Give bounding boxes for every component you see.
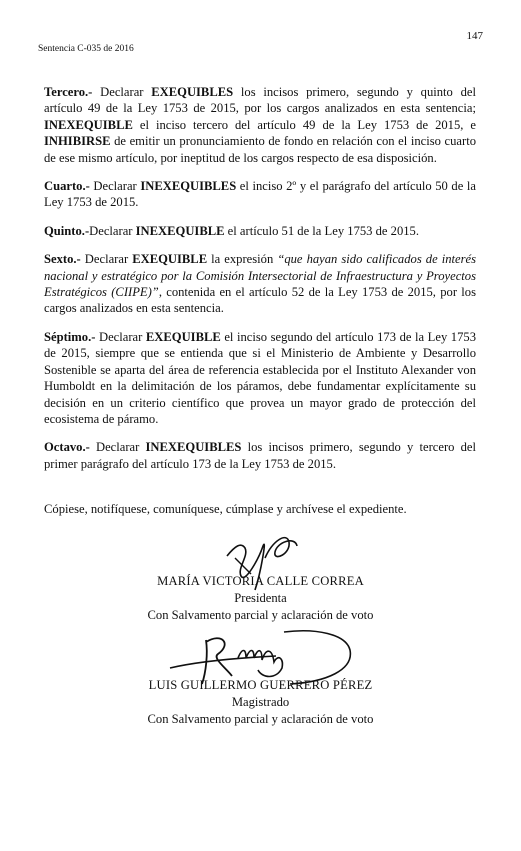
paragraph-text: Declarar [80,252,133,267]
paragraph-text: Declarar [89,179,141,194]
paragraph-text: Declarar [89,440,146,455]
paragraph-lead: Sexto.- [44,252,81,267]
signatory-role: Presidenta [234,591,287,605]
resolutive-section [44,84,476,484]
running-head: Sentencia C-035 de 2016 [38,44,134,54]
signatory-note: Con Salvamento parcial y aclaración de voto [147,608,374,622]
paragraph-tercero [44,84,476,166]
paragraph-quinto [44,223,476,239]
signatory-name: MARÍA VICTORIA CALLE CORREA [157,574,364,588]
paragraph-text: Declarar [92,85,152,99]
paragraph-text: de emitir un pronunciamiento de fondo en relación con el inciso cuarto de ese mismo artículo, por ineptitud de los cargos respecto de esa disposición. [44,134,476,165]
signatory-note: Con Salvamento parcial y aclaración de voto [147,712,374,726]
paragraph-text: la expresión [207,252,278,267]
ruling-term: INEXEQUIBLE [44,117,133,132]
ruling-term: EXEQUIBLES [151,85,234,99]
paragraph-lead: Cuarto.- [44,179,90,194]
paragraph-text: , contenida en el artículo 52 de la Ley 1753 de 2015, por los cargos analizados en esta sentencia. [44,285,476,316]
signature-block [0,573,521,624]
paragraph-text: el inciso 2º y el parágrafo del artículo 50 de la Ley 1753 de 2015. [44,179,476,210]
paragraph-septimo [44,329,476,427]
quoted-expression: “que hayan sido calificados de interés nacional y estratégico por la Comisión Intersectorial de Infraestructura y Proyectos Estratégicos (CIIPE)” [44,252,477,300]
page-number: 147 [466,30,483,42]
paragraph-text: el inciso segundo del artículo 173 de la Ley 1753 de 2015, siempre que se entienda que si el Ministerio de Ambiente y Desarrollo Sostenible se aparta del área de referencia establecida por el Instituto Alexander von Humboldt en la delimitación de los páramos, debe fundamentar explícitamente su decisión en un criterio científico que provea un mayor grado de protección del ecosistema de páramo. [44,329,476,426]
paragraph-cuarto [44,178,476,211]
paragraph-text: los incisos primero, segundo y tercero del primer parágrafo del artículo 173 de la Ley 1753 de 2015. [44,440,477,471]
paragraph-text: Declarar [95,329,146,344]
ruling-term: INEXEQUIBLE [135,223,225,238]
closing-formula: Cópiese, notifíquese, comuníquese, cúmplase y archívese el expediente. [44,502,407,516]
paragraph-text: el inciso tercero del artículo 49 de la Ley 1753 de 2015, e [132,117,476,132]
paragraph-lead: Octavo.- [44,440,90,455]
paragraph-text: Declarar [89,223,136,238]
ruling-term: EXEQUIBLE [132,252,208,267]
paragraph-text: los incisos primero, segundo y quinto del artículo 49 de la Ley 1753 de 2015, por los cargos analizados en esta sentencia; [44,85,476,116]
paragraph-text: el artículo 51 de la Ley 1753 de 2015. [224,223,419,238]
paragraph-octavo [44,439,476,472]
paragraph-lead: Quinto.- [44,223,90,238]
ruling-term: EXEQUIBLE [145,329,221,344]
ruling-term: INHIBIRSE [44,134,111,149]
ruling-term: INEXEQUIBLES [140,179,237,194]
signatory-name: LUIS GUILLERMO GUERRERO PÉREZ [148,678,373,692]
signatory-role: Magistrado [231,695,290,709]
paragraph-lead: Séptimo.- [44,329,96,344]
paragraph-lead: Tercero.- [44,85,93,99]
ruling-term: INEXEQUIBLES [145,440,242,455]
paragraph-sexto [44,251,476,317]
signature-block [0,677,521,728]
